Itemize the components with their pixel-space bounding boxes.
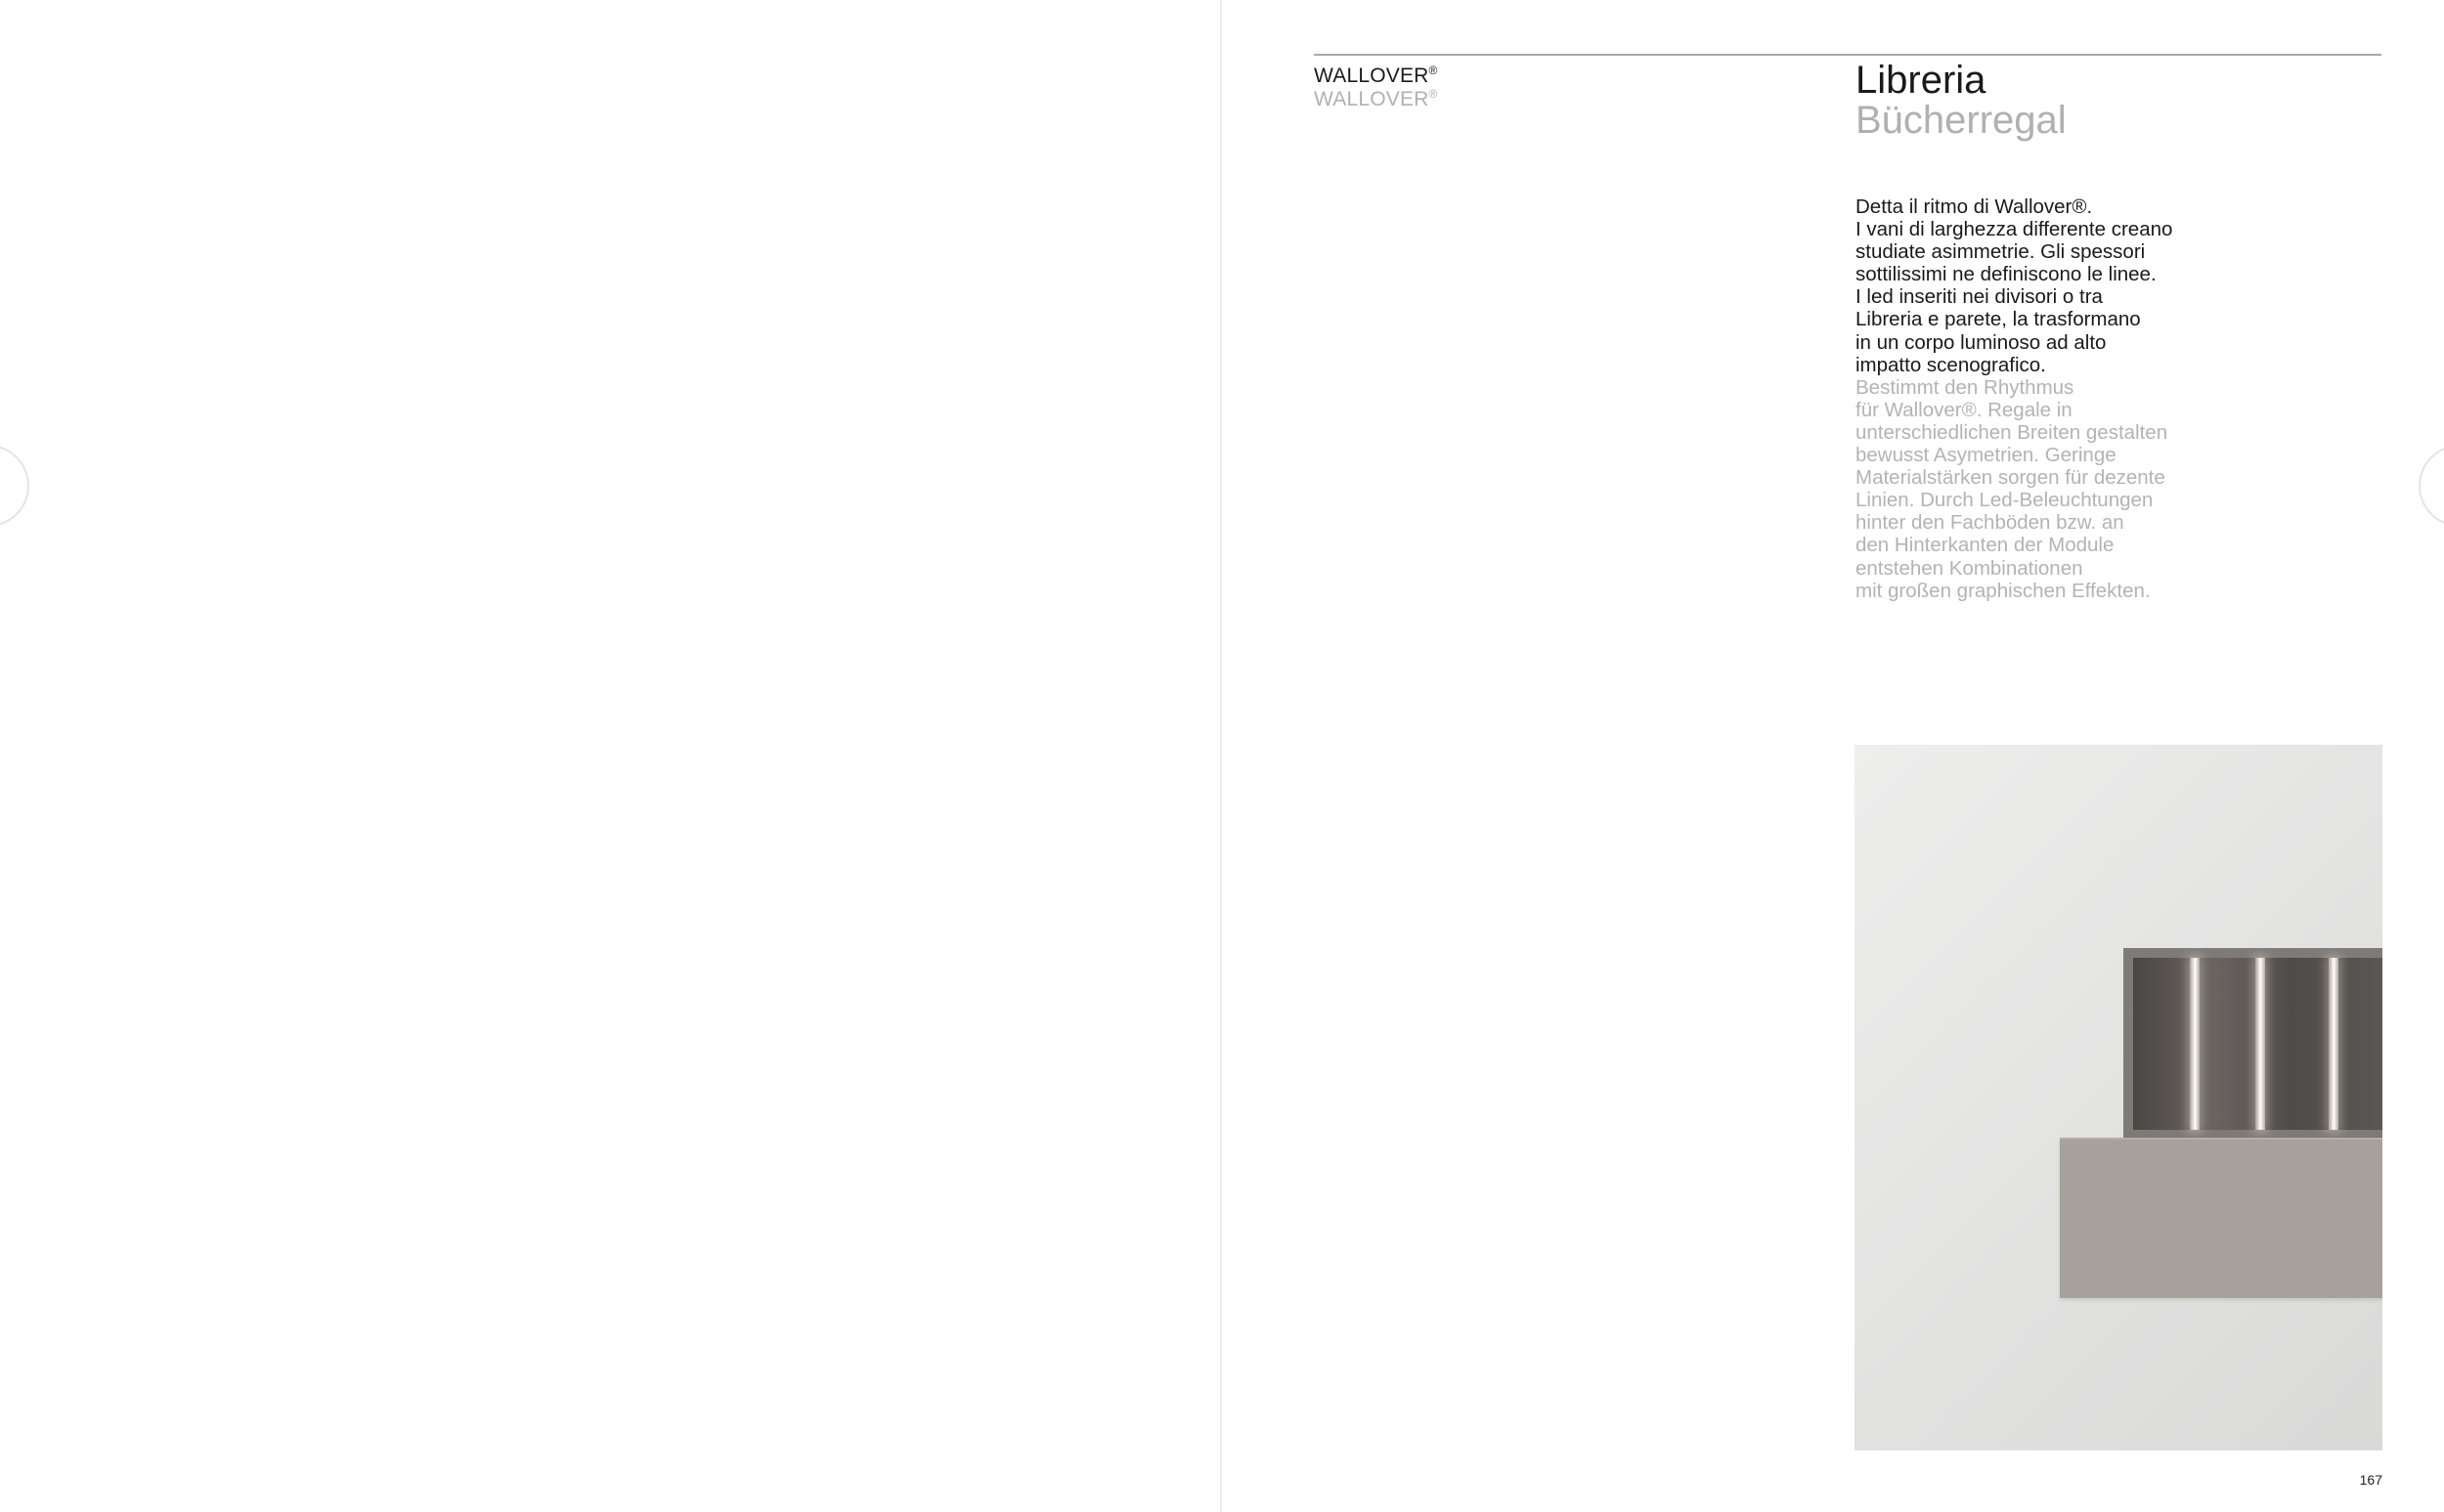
description-german [1855,376,2247,602]
description-italian [1855,195,2247,376]
description-line: hinter den Fachböden bzw. an [1855,511,2124,535]
led-divider [2255,958,2265,1130]
led-divider [2329,958,2338,1130]
wall-cabinet [2060,1138,2382,1298]
description-line: studiate asimmetrie. Gli spessori [1855,240,2146,264]
cabinet-top-edge [2060,1138,2382,1140]
description-line: I vani di larghezza differente creano [1855,218,2173,241]
description-line: Linien. Durch Led-Beleuchtungen [1855,489,2154,512]
description-line: impatto scenografico. [1855,353,2046,376]
description-line: bewusst Asymetrien. Geringe [1855,444,2117,467]
description-line: Libreria e parete, la trasformano [1855,308,2141,331]
bookshelf-interior [2133,958,2382,1130]
left-page-blank [0,0,1220,1512]
page-number: 167 [2359,1472,2382,1488]
title-german: Bücherregal [1855,99,2067,142]
description-text [1855,195,2247,602]
description-line: unterschiedlichen Breiten gestalten [1855,420,2168,444]
description-line: für Wallover®. Regale in [1855,398,2073,421]
description-line: mit großen graphischen Effekten. [1855,579,2151,602]
description-line: Bestimmt den Rhythmus [1855,375,2074,399]
title-italian: Libreria [1855,59,1986,102]
brand-label [1314,65,1438,111]
description-line: entstehen Kombinationen [1855,556,2083,580]
description-line: in un corpo luminoso ad alto [1855,330,2107,354]
header-rule [1314,54,2381,56]
description-line: Detta il ritmo di Wallover®. [1855,195,2093,218]
section-title [1855,61,2067,141]
description-line: I led inseriti nei divisori o tra [1855,285,2103,309]
led-divider [2190,958,2200,1130]
product-photo [1855,745,2382,1450]
brand-label-italian: WALLOVER® [1314,64,1438,87]
description-line: sottilissimi ne definiscono le linee. [1855,263,2157,286]
description-line: den Hinterkanten der Module [1855,534,2115,557]
brand-label-german: WALLOVER® [1314,87,1438,110]
bookshelf-module [2123,948,2382,1140]
description-line: Materialstärken sorgen für dezente [1855,466,2165,490]
